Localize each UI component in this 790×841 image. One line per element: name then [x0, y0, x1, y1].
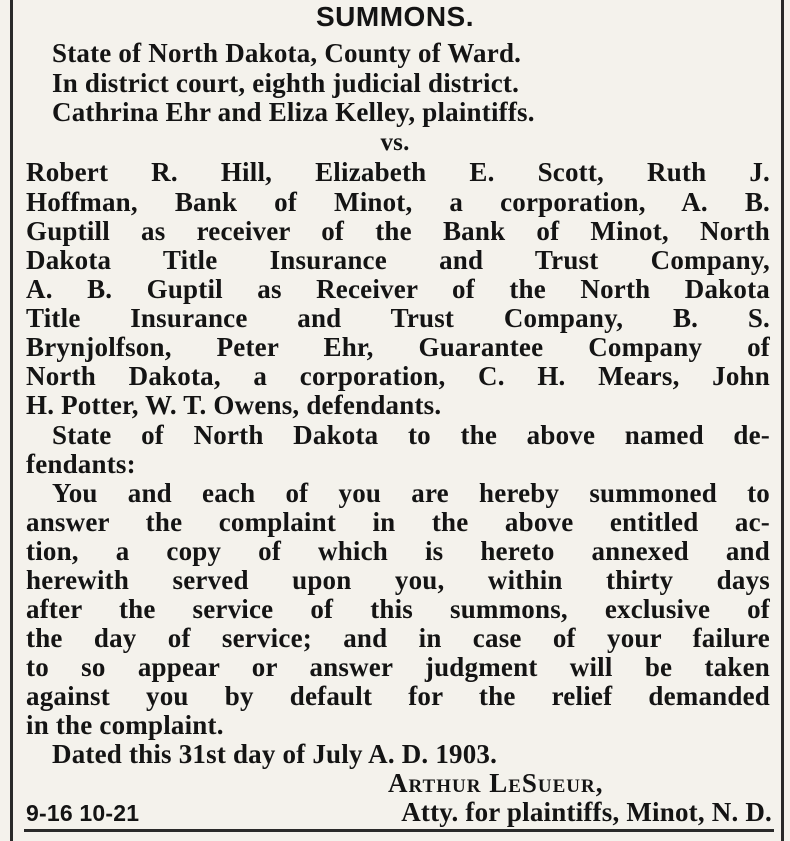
body-line: tion, a copy of which is hereto annexed and [26, 536, 770, 566]
dated-line: Dated this 31st day of July A. D. 1903. [52, 739, 498, 769]
defendants-line: Guptill as receiver of the Bank of Minot, North [26, 216, 770, 246]
publication-dates: 9-16 10-21 [26, 800, 140, 826]
caption-venue: State of North Dakota, County of Ward. [52, 38, 522, 68]
defendants-line: Hoffman, Bank of Minot, a corporation, A. B. [26, 187, 770, 217]
defendants-line: Robert R. Hill, Elizabeth E. Scott, Ruth J. [26, 157, 770, 187]
defendants-line: A. B. Guptil as Receiver of the North Dakota [26, 274, 770, 304]
body-line: to so appear or answer judgment will be taken [26, 652, 770, 682]
defendants-line: Title Insurance and Trust Company, B. S. [26, 303, 770, 333]
body-line: against you by default for the relief demanded [26, 681, 770, 711]
column-rule-left [10, 0, 13, 841]
caption-plaintiffs: Cathrina Ehr and Eliza Kelley, plaintiffs. [52, 97, 535, 127]
defendants-line: Dakota Title Insurance and Trust Company, [26, 245, 770, 275]
body-line: herewith served upon you, within thirty days [26, 565, 770, 595]
caption-court: In district court, eighth judicial district. [52, 68, 520, 98]
body-line: the day of service; and in case of your failure [26, 623, 770, 653]
body-line: answer the complaint in the above entitled ac- [26, 507, 770, 537]
body-line: after the service of this summons, exclusive of [26, 594, 770, 624]
attorney-signature: Arthur LeSueur, [388, 768, 604, 798]
versus-label: vs. [380, 129, 410, 156]
defendants-line: North Dakota, a corporation, C. H. Mears, John [26, 361, 770, 391]
defendants-line: H. Potter, W. T. Owens, defendants. [26, 390, 442, 420]
body-line: You and each of you are hereby summoned to [52, 478, 770, 508]
bottom-rule [24, 829, 774, 832]
column-rule-right [781, 0, 784, 841]
address-line: fendants: [26, 449, 136, 479]
body-line: in the complaint. [26, 710, 224, 740]
defendants-line: Brynjolfson, Peter Ehr, Guarantee Company of [26, 332, 770, 362]
notice-title: SUMMONS. [316, 1, 474, 32]
address-line: State of North Dakota to the above named de- [52, 420, 770, 450]
attorney-line: Atty. for plaintiffs, Minot, N. D. [401, 797, 772, 827]
